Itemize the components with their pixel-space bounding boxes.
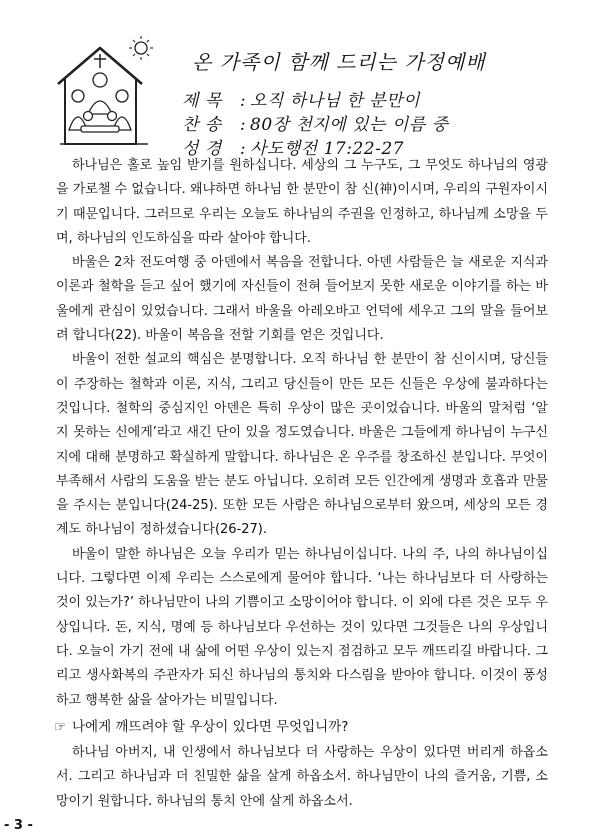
prayer: 하나님 아버지, 내 인생에서 하나님보다 더 사랑하는 우상이 있다면 버리게 하옵소서. 그리고 하나님과 더 친밀한 삶을 살게 하옵소서. 하나님만이 나의 즐거움, 기쁨, 소망이기 원합니다. 하나님의 통치 안에 살게 하옵소서.	[56, 745, 548, 809]
page-number: - 3 -	[4, 818, 33, 833]
question-text: 나에게 깨뜨려야 할 우상이 있다면 무엇입니까?	[72, 718, 349, 735]
meta-key: 찬 송	[182, 115, 222, 135]
scripture: 사도행전 17:22-27	[250, 139, 404, 159]
sermon-title-row	[182, 86, 420, 111]
meta-key: 성 경	[182, 139, 222, 159]
meta-key: 제 목	[182, 91, 222, 111]
worship-title: 온 가족이 함께 드리는 가정예배	[192, 50, 486, 74]
reflection-question	[54, 715, 548, 739]
hymn-row	[182, 110, 449, 135]
meta-colon: :	[239, 139, 247, 159]
paragraph: 하나님은 홀로 높임 받기를 원하십니다. 세상의 그 누구도, 그 무엇도 하나님의 영광을 가로챌 수 없습니다. 왜냐하면 하나님 한 분만이 참 신(神)이시며, 우리의 구원자이시기 때문입니다. 그러므로 우리는 오늘도 하나님의 주권을 인정하고, 하나님께 소망을 두며, 하나님의 인도하심을 따라 살아야 합니다.	[56, 158, 548, 246]
worship-header	[0, 0, 600, 160]
hymn: 80장 천지에 있는 이름 중	[250, 115, 449, 135]
sermon-body	[56, 154, 548, 814]
meta-colon: :	[239, 91, 247, 111]
paragraph: 바울은 2차 전도여행 중 아덴에서 복음을 전합니다. 아덴 사람들은 늘 새로운 지식과 이론과 철학을 듣고 싶어 했기에 자신들이 전혀 들어보지 못한 새로운 이야기를 하는 바울에게 관심이 있었습니다. 그래서 바울을 아레오바고 언덕에 세우고 그의 말을 들어보려 합니다(22). 바울이 복음을 전할 기회를 얻은 것입니다.	[56, 255, 548, 344]
family-house-illustration	[48, 34, 160, 152]
meta-colon: :	[239, 115, 247, 135]
sermon-title: 오직 하나님 한 분만이	[250, 91, 421, 111]
paragraph: 바울이 말한 하나님은 오늘 우리가 믿는 하나님이십니다. 나의 주, 나의 하나님이십니다. 그렇다면 이제 우리는 스스로에게 물어야 합니다. ‘나는 하나님보다 더 사랑하는 것이 있는가?’ 하나님만이 나의 기쁨이고 소망이어야 합니다. 이 외에 다른 것은 모두 우상입니다. 돈, 지식, 명예 등 하나님보다 우선하는 것이 있다면 그것들은 나의 우상입니다. 오늘이 가기 전에 내 삶에 어떤 우상이 있는지 점검하고 모두 깨뜨리길 바랍니다. 그리고 생사화복의 주관자가 되신 하나님의 통치와 다스림을 받아야 합니다. 이것이 풍성하고 행복한 삶을 살아가는 비밀입니다.	[56, 546, 548, 708]
paragraph: 바울이 전한 설교의 핵심은 분명합니다. 오직 하나님 한 분만이 참 신이시며, 당신들이 주장하는 철학과 이론, 지식, 그리고 당신들이 만든 모든 신들은 우상에 불과하다는 것입니다. 철학의 중심지인 아덴은 특히 우상이 많은 곳이었습니다. 바울의 말처럼 ‘알지 못하는 신에게’라고 새긴 단이 있을 정도였습니다. 바울은 그들에게 하나님이 누구신지에 대해 분명하고 확실하게 말합니다. 하나님은 온 우주를 창조하신 분입니다. 무엇이 부족해서 사람의 도움을 받는 분도 아닙니다. 오히려 모든 인간에게 생명과 호흡과 만물을 주시는 분입니다(24-25). 또한 모든 사람은 하나님으로부터 왔으며, 세상의 모든 경계도 하나님이 정하셨습니다(26-27).	[56, 352, 548, 538]
pointing-hand-icon: ☞	[54, 718, 67, 735]
